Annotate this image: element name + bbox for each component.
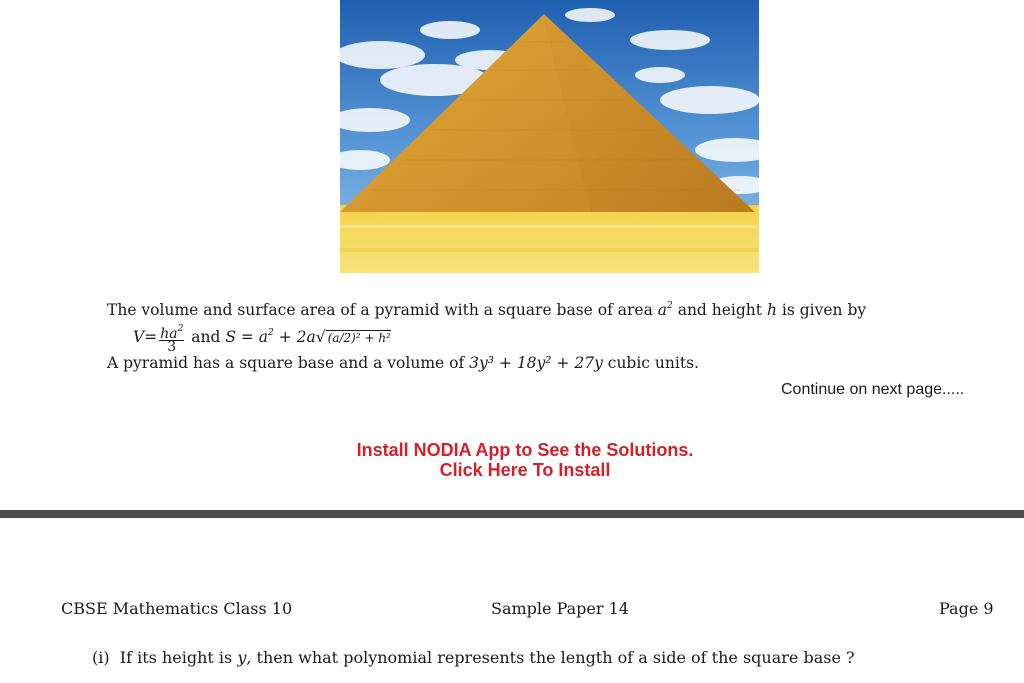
intro-text: The volume and surface area of a pyramid with a square base of area <box>107 301 653 319</box>
fraction-numerator: ha <box>160 326 178 342</box>
install-app-link[interactable] <box>300 440 750 480</box>
equals-sign: = <box>144 328 158 346</box>
sqrt-inner: (a/2)² + h² <box>327 331 391 345</box>
surface-plus-term: + 2a <box>278 328 316 346</box>
volume-polynomial: 3y³ + 18y² + 27y <box>469 354 603 372</box>
surface-exponent: 2 <box>268 328 274 338</box>
install-line-1[interactable]: Install NODIA App to See the Solutions. <box>356 440 694 460</box>
question-number: (i) <box>92 648 110 667</box>
question-item <box>92 648 855 667</box>
question-variable: y <box>237 648 247 667</box>
pyramid-photo <box>340 0 759 273</box>
area-variable: a <box>657 301 668 319</box>
problem-line-1 <box>107 296 866 320</box>
fraction-exponent: 2 <box>177 324 184 334</box>
question-text-start: If its height is <box>119 648 233 667</box>
given-by-text: is given by <box>781 301 867 319</box>
and-height-text: and height <box>677 301 763 319</box>
footer-subject: CBSE Mathematics Class 10 <box>61 599 293 618</box>
area-exponent: 2 <box>667 301 673 311</box>
problem-line-3 <box>107 353 699 373</box>
continue-text: Continue on next page..... <box>781 381 965 398</box>
and-word: and <box>191 328 221 346</box>
install-line-2[interactable]: Click Here To Install <box>439 460 611 480</box>
formula-line <box>133 323 391 353</box>
fraction-denominator: 3 <box>167 339 177 355</box>
surface-formula-left: S = a <box>225 328 269 346</box>
volume-statement: A pyramid has a square base and a volume of <box>107 354 465 372</box>
volume-units: cubic units. <box>607 354 699 372</box>
volume-fraction <box>159 323 184 353</box>
question-text-end: , then what polynomial represents the length of a side of the square base ? <box>246 648 855 667</box>
sqrt-symbol: √ <box>315 328 326 346</box>
volume-symbol: V <box>133 328 145 346</box>
footer-page-number: Page 9 <box>939 599 994 618</box>
footer-paper: Sample Paper 14 <box>491 599 629 618</box>
height-variable: h <box>766 301 777 319</box>
page-divider <box>0 510 1024 518</box>
